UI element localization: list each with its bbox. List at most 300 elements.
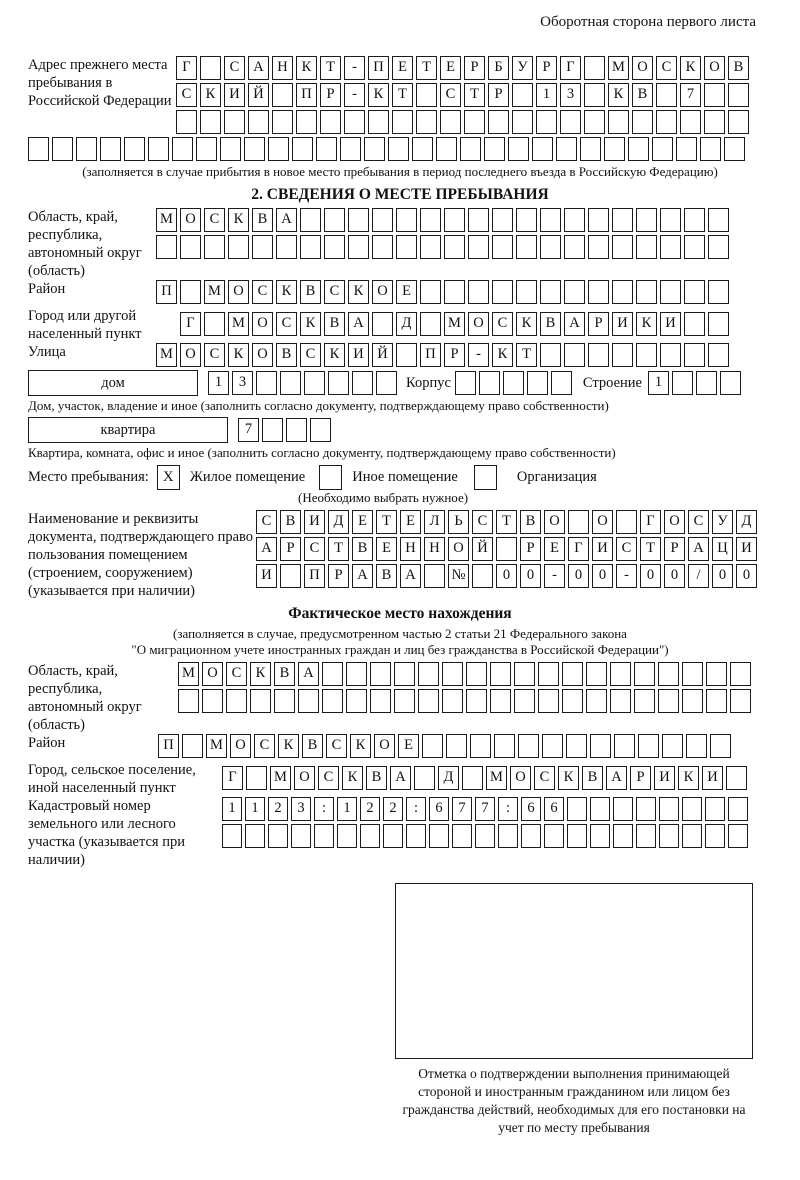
char-cell[interactable]: С <box>304 537 325 561</box>
char-cell[interactable]: 3 <box>560 83 581 107</box>
char-cell[interactable] <box>538 662 559 686</box>
char-cell[interactable] <box>292 137 313 161</box>
char-cell[interactable] <box>245 824 265 848</box>
char-cell[interactable]: 0 <box>592 564 613 588</box>
char-cell[interactable]: Р <box>320 83 341 107</box>
char-cell[interactable]: С <box>252 280 273 304</box>
char-cell[interactable] <box>314 824 334 848</box>
char-cell[interactable] <box>372 312 393 336</box>
char-cell[interactable] <box>244 137 265 161</box>
char-cell[interactable] <box>556 137 577 161</box>
char-cell[interactable]: С <box>224 56 245 80</box>
char-cell[interactable] <box>660 280 681 304</box>
char-cell[interactable] <box>518 734 539 758</box>
char-cell[interactable] <box>588 280 609 304</box>
char-cell[interactable]: С <box>492 312 513 336</box>
char-cell[interactable]: К <box>300 312 321 336</box>
char-cell[interactable]: М <box>206 734 227 758</box>
char-cell[interactable]: 1 <box>536 83 557 107</box>
char-cell[interactable] <box>682 662 703 686</box>
char-cell[interactable]: О <box>544 510 565 534</box>
char-cell[interactable]: 7 <box>680 83 701 107</box>
char-cell[interactable]: О <box>372 280 393 304</box>
char-cell[interactable]: В <box>302 734 323 758</box>
char-cell[interactable]: С <box>534 766 555 790</box>
char-cell[interactable] <box>280 371 301 395</box>
char-cell[interactable] <box>274 689 295 713</box>
char-cell[interactable]: А <box>400 564 421 588</box>
char-cell[interactable] <box>532 137 553 161</box>
char-cell[interactable] <box>610 662 631 686</box>
char-cell[interactable] <box>560 110 581 134</box>
char-cell[interactable] <box>280 564 301 588</box>
char-cell[interactable] <box>222 824 242 848</box>
char-cell[interactable] <box>226 689 247 713</box>
char-cell[interactable] <box>584 110 605 134</box>
char-cell[interactable] <box>564 343 585 367</box>
char-cell[interactable]: К <box>296 56 317 80</box>
char-cell[interactable]: - <box>344 56 365 80</box>
char-cell[interactable] <box>628 137 649 161</box>
char-cell[interactable] <box>416 110 437 134</box>
char-cell[interactable]: О <box>448 537 469 561</box>
char-cell[interactable] <box>516 235 537 259</box>
char-cell[interactable] <box>656 110 677 134</box>
char-cell[interactable] <box>442 662 463 686</box>
char-cell[interactable] <box>536 110 557 134</box>
char-cell[interactable] <box>228 235 249 259</box>
char-cell[interactable]: С <box>300 343 321 367</box>
char-cell[interactable]: Т <box>416 56 437 80</box>
char-cell[interactable]: Т <box>376 510 397 534</box>
char-cell[interactable] <box>659 797 679 821</box>
char-cell[interactable]: 1 <box>337 797 357 821</box>
char-cell[interactable]: С <box>318 766 339 790</box>
char-cell[interactable] <box>396 208 417 232</box>
char-cell[interactable]: К <box>250 662 271 686</box>
char-cell[interactable] <box>492 208 513 232</box>
char-cell[interactable] <box>337 824 357 848</box>
char-cell[interactable]: О <box>294 766 315 790</box>
char-cell[interactable] <box>156 235 177 259</box>
char-cell[interactable] <box>340 137 361 161</box>
char-cell[interactable]: Т <box>640 537 661 561</box>
char-cell[interactable]: М <box>156 208 177 232</box>
char-cell[interactable]: Ц <box>712 537 733 561</box>
char-cell[interactable] <box>464 110 485 134</box>
char-cell[interactable]: О <box>252 312 273 336</box>
char-cell[interactable]: С <box>326 734 347 758</box>
char-cell[interactable] <box>388 137 409 161</box>
char-cell[interactable] <box>720 371 741 395</box>
char-cell[interactable] <box>182 734 203 758</box>
char-cell[interactable] <box>429 824 449 848</box>
char-cell[interactable]: В <box>632 83 653 107</box>
char-cell[interactable]: 0 <box>736 564 757 588</box>
char-cell[interactable] <box>272 110 293 134</box>
char-cell[interactable] <box>324 208 345 232</box>
char-cell[interactable] <box>392 110 413 134</box>
char-cell[interactable] <box>508 137 529 161</box>
char-cell[interactable] <box>298 689 319 713</box>
char-cell[interactable] <box>612 280 633 304</box>
char-cell[interactable]: Н <box>424 537 445 561</box>
char-cell[interactable]: 0 <box>520 564 541 588</box>
char-cell[interactable]: С <box>440 83 461 107</box>
char-cell[interactable] <box>680 110 701 134</box>
char-cell[interactable] <box>564 280 585 304</box>
char-cell[interactable]: А <box>248 56 269 80</box>
char-cell[interactable] <box>442 689 463 713</box>
char-cell[interactable]: О <box>632 56 653 80</box>
char-cell[interactable]: Р <box>280 537 301 561</box>
char-cell[interactable]: И <box>654 766 675 790</box>
char-cell[interactable]: К <box>608 83 629 107</box>
char-cell[interactable] <box>248 110 269 134</box>
char-cell[interactable]: С <box>656 56 677 80</box>
char-cell[interactable] <box>566 734 587 758</box>
char-cell[interactable]: М <box>178 662 199 686</box>
char-cell[interactable] <box>322 662 343 686</box>
char-cell[interactable] <box>370 689 391 713</box>
char-cell[interactable] <box>472 564 493 588</box>
char-cell[interactable] <box>562 662 583 686</box>
char-cell[interactable] <box>490 689 511 713</box>
char-cell[interactable]: В <box>324 312 345 336</box>
char-cell[interactable]: П <box>304 564 325 588</box>
char-cell[interactable]: Л <box>424 510 445 534</box>
char-cell[interactable]: Й <box>372 343 393 367</box>
char-cell[interactable] <box>468 235 489 259</box>
char-cell[interactable] <box>52 137 73 161</box>
char-cell[interactable]: № <box>448 564 469 588</box>
char-cell[interactable] <box>406 824 426 848</box>
char-cell[interactable]: Р <box>630 766 651 790</box>
char-cell[interactable]: С <box>254 734 275 758</box>
char-cell[interactable] <box>705 797 725 821</box>
char-cell[interactable] <box>28 137 49 161</box>
char-cell[interactable] <box>708 312 729 336</box>
char-cell[interactable]: 1 <box>245 797 265 821</box>
char-cell[interactable]: Г <box>222 766 243 790</box>
char-cell[interactable] <box>682 797 702 821</box>
char-cell[interactable] <box>178 689 199 713</box>
char-cell[interactable]: В <box>252 208 273 232</box>
char-cell[interactable]: 0 <box>712 564 733 588</box>
char-cell[interactable] <box>455 371 476 395</box>
char-cell[interactable] <box>567 824 587 848</box>
char-cell[interactable] <box>590 824 610 848</box>
char-cell[interactable] <box>466 689 487 713</box>
char-cell[interactable] <box>196 137 217 161</box>
char-cell[interactable] <box>418 662 439 686</box>
char-cell[interactable] <box>708 280 729 304</box>
char-cell[interactable] <box>610 689 631 713</box>
char-cell[interactable] <box>684 235 705 259</box>
char-cell[interactable] <box>250 689 271 713</box>
char-cell[interactable]: 6 <box>521 797 541 821</box>
char-cell[interactable] <box>418 689 439 713</box>
char-cell[interactable] <box>440 110 461 134</box>
char-cell[interactable]: Д <box>438 766 459 790</box>
char-cell[interactable]: С <box>472 510 493 534</box>
char-cell[interactable]: 7 <box>475 797 495 821</box>
char-cell[interactable]: С <box>256 510 277 534</box>
char-cell[interactable] <box>200 56 221 80</box>
char-cell[interactable]: Д <box>396 312 417 336</box>
char-cell[interactable] <box>492 280 513 304</box>
char-cell[interactable]: 1 <box>648 371 669 395</box>
char-cell[interactable] <box>416 83 437 107</box>
char-cell[interactable] <box>475 824 495 848</box>
char-cell[interactable] <box>494 734 515 758</box>
char-cell[interactable] <box>708 208 729 232</box>
char-cell[interactable] <box>268 824 288 848</box>
char-cell[interactable]: 3 <box>232 371 253 395</box>
char-cell[interactable] <box>484 137 505 161</box>
char-cell[interactable] <box>730 689 751 713</box>
char-cell[interactable]: - <box>468 343 489 367</box>
char-cell[interactable]: И <box>612 312 633 336</box>
char-cell[interactable]: О <box>592 510 613 534</box>
char-cell[interactable]: П <box>156 280 177 304</box>
char-cell[interactable] <box>684 208 705 232</box>
char-cell[interactable]: 6 <box>544 797 564 821</box>
char-cell[interactable]: С <box>226 662 247 686</box>
char-cell[interactable] <box>76 137 97 161</box>
char-cell[interactable] <box>540 280 561 304</box>
char-cell[interactable] <box>320 110 341 134</box>
char-cell[interactable]: Т <box>464 83 485 107</box>
char-cell[interactable] <box>551 371 572 395</box>
char-cell[interactable]: А <box>298 662 319 686</box>
char-cell[interactable]: А <box>348 312 369 336</box>
char-cell[interactable] <box>728 797 748 821</box>
char-cell[interactable] <box>444 208 465 232</box>
char-cell[interactable]: М <box>156 343 177 367</box>
char-cell[interactable]: М <box>270 766 291 790</box>
char-cell[interactable] <box>488 110 509 134</box>
char-cell[interactable] <box>658 662 679 686</box>
char-cell[interactable] <box>527 371 548 395</box>
char-cell[interactable]: 2 <box>360 797 380 821</box>
char-cell[interactable] <box>704 83 725 107</box>
char-cell[interactable] <box>220 137 241 161</box>
char-cell[interactable] <box>708 235 729 259</box>
char-cell[interactable] <box>634 662 655 686</box>
char-cell[interactable]: Е <box>400 510 421 534</box>
char-cell[interactable]: Г <box>560 56 581 80</box>
char-cell[interactable]: С <box>616 537 637 561</box>
char-cell[interactable]: О <box>468 312 489 336</box>
char-cell[interactable]: К <box>558 766 579 790</box>
char-cell[interactable] <box>276 235 297 259</box>
char-cell[interactable] <box>514 662 535 686</box>
char-cell[interactable]: О <box>664 510 685 534</box>
char-cell[interactable] <box>588 208 609 232</box>
char-cell[interactable] <box>662 734 683 758</box>
char-cell[interactable]: В <box>276 343 297 367</box>
char-cell[interactable] <box>468 208 489 232</box>
char-cell[interactable]: / <box>688 564 709 588</box>
char-cell[interactable]: К <box>636 312 657 336</box>
char-cell[interactable] <box>516 280 537 304</box>
char-cell[interactable] <box>724 137 745 161</box>
char-cell[interactable]: И <box>592 537 613 561</box>
char-cell[interactable]: И <box>660 312 681 336</box>
char-cell[interactable]: М <box>228 312 249 336</box>
char-cell[interactable]: С <box>324 280 345 304</box>
char-cell[interactable]: Г <box>180 312 201 336</box>
char-cell[interactable]: : <box>498 797 518 821</box>
char-cell[interactable] <box>590 734 611 758</box>
char-cell[interactable] <box>682 689 703 713</box>
char-cell[interactable]: 2 <box>383 797 403 821</box>
char-cell[interactable] <box>446 734 467 758</box>
char-cell[interactable]: Е <box>392 56 413 80</box>
char-cell[interactable]: Т <box>516 343 537 367</box>
char-cell[interactable]: Й <box>248 83 269 107</box>
char-cell[interactable] <box>376 371 397 395</box>
char-cell[interactable] <box>462 766 483 790</box>
char-cell[interactable]: Т <box>320 56 341 80</box>
char-cell[interactable] <box>360 824 380 848</box>
char-cell[interactable] <box>540 208 561 232</box>
char-cell[interactable] <box>394 662 415 686</box>
char-cell[interactable] <box>660 208 681 232</box>
char-cell[interactable] <box>414 766 435 790</box>
char-cell[interactable] <box>604 137 625 161</box>
char-cell[interactable]: Т <box>496 510 517 534</box>
char-cell[interactable]: А <box>256 537 277 561</box>
char-cell[interactable] <box>348 235 369 259</box>
char-cell[interactable] <box>613 824 633 848</box>
char-cell[interactable]: В <box>728 56 749 80</box>
char-cell[interactable] <box>344 110 365 134</box>
char-cell[interactable] <box>200 110 221 134</box>
char-cell[interactable] <box>262 418 283 442</box>
char-cell[interactable] <box>613 797 633 821</box>
char-cell[interactable] <box>348 208 369 232</box>
char-cell[interactable] <box>658 689 679 713</box>
char-cell[interactable] <box>634 689 655 713</box>
char-cell[interactable] <box>346 689 367 713</box>
char-cell[interactable]: 7 <box>452 797 472 821</box>
char-cell[interactable] <box>580 137 601 161</box>
char-cell[interactable]: П <box>368 56 389 80</box>
char-cell[interactable] <box>420 208 441 232</box>
char-cell[interactable]: В <box>540 312 561 336</box>
char-cell[interactable] <box>322 689 343 713</box>
char-cell[interactable]: Г <box>568 537 589 561</box>
checkbox-dwelling[interactable]: X <box>157 465 180 490</box>
char-cell[interactable]: Д <box>736 510 757 534</box>
char-cell[interactable] <box>496 537 517 561</box>
char-cell[interactable] <box>632 110 653 134</box>
char-cell[interactable] <box>286 418 307 442</box>
char-cell[interactable] <box>396 343 417 367</box>
char-cell[interactable]: : <box>314 797 334 821</box>
char-cell[interactable] <box>296 110 317 134</box>
char-cell[interactable]: К <box>368 83 389 107</box>
char-cell[interactable]: С <box>688 510 709 534</box>
char-cell[interactable]: К <box>324 343 345 367</box>
char-cell[interactable]: П <box>420 343 441 367</box>
char-cell[interactable] <box>584 56 605 80</box>
char-cell[interactable] <box>704 110 725 134</box>
char-cell[interactable]: Т <box>392 83 413 107</box>
char-cell[interactable]: Б <box>488 56 509 80</box>
char-cell[interactable] <box>503 371 524 395</box>
char-cell[interactable] <box>300 208 321 232</box>
char-cell[interactable] <box>420 312 441 336</box>
char-cell[interactable] <box>514 689 535 713</box>
char-cell[interactable] <box>324 235 345 259</box>
char-cell[interactable] <box>588 235 609 259</box>
char-cell[interactable] <box>372 235 393 259</box>
char-cell[interactable]: Д <box>328 510 349 534</box>
char-cell[interactable]: - <box>344 83 365 107</box>
char-cell[interactable] <box>412 137 433 161</box>
char-cell[interactable]: К <box>350 734 371 758</box>
char-cell[interactable]: : <box>406 797 426 821</box>
char-cell[interactable]: Р <box>464 56 485 80</box>
char-cell[interactable]: О <box>202 662 223 686</box>
char-cell[interactable] <box>148 137 169 161</box>
char-cell[interactable] <box>660 235 681 259</box>
char-cell[interactable]: В <box>582 766 603 790</box>
char-cell[interactable]: О <box>704 56 725 80</box>
char-cell[interactable]: Н <box>272 56 293 80</box>
char-cell[interactable]: 0 <box>568 564 589 588</box>
char-cell[interactable] <box>202 689 223 713</box>
char-cell[interactable] <box>396 235 417 259</box>
char-cell[interactable]: 2 <box>268 797 288 821</box>
char-cell[interactable]: Е <box>376 537 397 561</box>
char-cell[interactable]: А <box>352 564 373 588</box>
char-cell[interactable]: Р <box>488 83 509 107</box>
char-cell[interactable]: О <box>180 343 201 367</box>
char-cell[interactable]: Н <box>400 537 421 561</box>
char-cell[interactable]: Е <box>440 56 461 80</box>
char-cell[interactable]: И <box>224 83 245 107</box>
char-cell[interactable] <box>172 137 193 161</box>
char-cell[interactable]: К <box>228 343 249 367</box>
char-cell[interactable] <box>636 824 656 848</box>
char-cell[interactable] <box>498 824 518 848</box>
char-cell[interactable]: С <box>276 312 297 336</box>
char-cell[interactable] <box>420 280 441 304</box>
char-cell[interactable]: В <box>300 280 321 304</box>
char-cell[interactable]: 3 <box>291 797 311 821</box>
char-cell[interactable]: А <box>276 208 297 232</box>
char-cell[interactable]: Р <box>328 564 349 588</box>
char-cell[interactable]: 0 <box>496 564 517 588</box>
char-cell[interactable] <box>100 137 121 161</box>
char-cell[interactable]: В <box>376 564 397 588</box>
char-cell[interactable] <box>540 235 561 259</box>
char-cell[interactable]: 0 <box>664 564 685 588</box>
checkbox-other-premises[interactable] <box>319 465 342 490</box>
char-cell[interactable]: Т <box>328 537 349 561</box>
char-cell[interactable]: К <box>200 83 221 107</box>
char-cell[interactable]: К <box>678 766 699 790</box>
char-cell[interactable]: С <box>204 208 225 232</box>
char-cell[interactable]: А <box>688 537 709 561</box>
char-cell[interactable] <box>368 110 389 134</box>
char-cell[interactable] <box>466 662 487 686</box>
char-cell[interactable] <box>364 137 385 161</box>
